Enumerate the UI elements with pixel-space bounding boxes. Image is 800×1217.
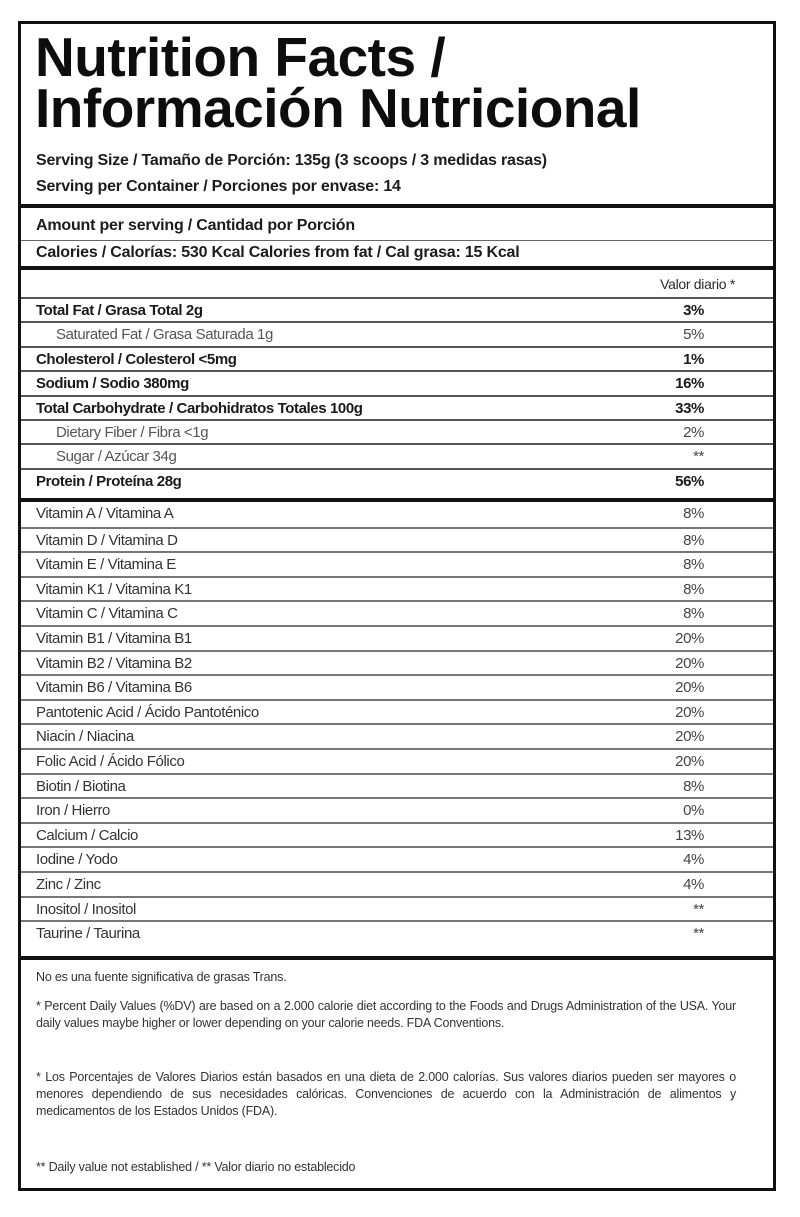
- vitamin-row: [21, 600, 773, 625]
- vitamin-daily-value: 8%: [683, 605, 704, 623]
- vitamin-daily-value: 8%: [683, 505, 704, 522]
- nutrient-daily-value: 5%: [683, 326, 704, 344]
- daily-value-header: Valor diario *: [660, 276, 735, 292]
- nutrient-daily-value: 33%: [675, 399, 704, 417]
- title-line-2: Información Nutricional: [35, 77, 641, 139]
- nutrient-daily-value: 16%: [675, 375, 704, 393]
- vitamin-row: [21, 822, 773, 847]
- divider-thick: [21, 956, 773, 960]
- vitamin-name: Vitamin B1 / Vitamina B1: [36, 630, 192, 647]
- vitamin-name: Biotin / Biotina: [36, 777, 126, 795]
- divider-thick: [21, 266, 773, 270]
- nutrition-facts-label: [18, 21, 776, 1191]
- footnote-dv-spanish: * Los Porcentajes de Valores Diarios están basados en una dieta de 2.000 calorías. Sus valores diarios pueden ser mayores o menores dependiendo de sus necesidades calóricas. Convenciones de acuerdo con la Administración de alimentos y medicamentos de los Estados Unidos (FDA).: [36, 1070, 736, 1118]
- divider-thin: [21, 240, 773, 241]
- nutrient-daily-value: 2%: [683, 424, 704, 441]
- vitamin-row: [21, 502, 773, 527]
- vitamin-row: [21, 920, 773, 945]
- nutrient-name: Sugar / Azúcar 34g: [56, 448, 177, 466]
- vitamin-name: Vitamin D / Vitamina D: [36, 531, 178, 549]
- vitamin-row: [21, 699, 773, 724]
- footnote-dv-english: * Percent Daily Values (%DV) are based on a 2.000 calorie diet according to the Foods and Drugs Administration of the USA. Your daily values maybe higher or lower depending on your calorie needs. FDA Conventions.: [36, 999, 736, 1030]
- vitamin-daily-value: **: [693, 900, 704, 918]
- vitamin-name: Zinc / Zinc: [36, 876, 101, 893]
- vitamin-name: Niacin / Niacina: [36, 728, 134, 746]
- vitamin-row: [21, 846, 773, 871]
- nutrient-row: [21, 346, 773, 370]
- nutrient-name: Dietary Fiber / Fibra <1g: [56, 424, 209, 441]
- vitamin-name: Iron / Hierro: [36, 802, 110, 820]
- nutrient-name: Cholesterol / Colesterol <5mg: [36, 350, 237, 368]
- nutrient-row: [21, 419, 773, 443]
- vitamin-row: [21, 625, 773, 650]
- vitamin-row: [21, 773, 773, 798]
- vitamin-row: [21, 871, 773, 896]
- vitamin-daily-value: 8%: [683, 777, 704, 795]
- vitamin-name: Pantotenic Acid / Ácido Pantoténico: [36, 703, 259, 721]
- vitamin-name: Vitamin A / Vitamina A: [36, 505, 174, 522]
- label-title: [35, 26, 641, 139]
- vitamin-daily-value: 8%: [683, 556, 704, 574]
- vitamin-daily-value: 8%: [683, 531, 704, 549]
- vitamin-row: [21, 527, 773, 552]
- vitamin-row: [21, 748, 773, 773]
- nutrient-name: Total Carbohydrate / Carbohidratos Totales 100g: [36, 399, 363, 417]
- nutrient-name: Saturated Fat / Grasa Saturada 1g: [56, 326, 273, 344]
- vitamin-row: [21, 896, 773, 921]
- vitamin-row: [21, 576, 773, 601]
- servings-per-container: Serving per Container / Porciones por envase: 14: [36, 178, 401, 195]
- vitamin-daily-value: 20%: [675, 728, 704, 746]
- vitamin-name: Folic Acid / Ácido Fólico: [36, 753, 185, 770]
- vitamin-row: [21, 723, 773, 748]
- nutrient-row: [21, 370, 773, 394]
- nutrient-row: [21, 395, 773, 419]
- nutrient-daily-value: 56%: [675, 472, 704, 490]
- vitamin-row: [21, 797, 773, 822]
- nutrient-row: [21, 468, 773, 492]
- vitamin-row: [21, 551, 773, 576]
- nutrient-name: Total Fat / Grasa Total 2g: [36, 302, 203, 319]
- vitamin-daily-value: 20%: [675, 654, 704, 672]
- vitamin-daily-value: 20%: [675, 630, 704, 647]
- footnote-not-established: ** Daily value not established / ** Valor diario no establecido: [36, 1160, 356, 1174]
- vitamin-daily-value: 20%: [675, 753, 704, 770]
- nutrient-daily-value: 3%: [683, 302, 704, 319]
- serving-size: Serving Size / Tamaño de Porción: 135g (3 scoops / 3 medidas rasas): [36, 152, 547, 169]
- vitamin-name: Vitamin B6 / Vitamina B6: [36, 679, 192, 697]
- title-line-1: Nutrition Facts /: [35, 26, 446, 88]
- vitamin-name: Inositol / Inositol: [36, 900, 136, 918]
- vitamin-daily-value: 4%: [683, 876, 704, 893]
- vitamin-daily-value: 8%: [683, 580, 704, 598]
- vitamin-daily-value: 20%: [675, 703, 704, 721]
- nutrient-name: Sodium / Sodio 380mg: [36, 375, 189, 393]
- vitamin-name: Vitamin E / Vitamina E: [36, 556, 176, 574]
- vitamin-row: [21, 650, 773, 675]
- nutrient-name: Protein / Proteína 28g: [36, 472, 182, 490]
- vitamin-name: Vitamin B2 / Vitamina B2: [36, 654, 192, 672]
- vitamin-name: Taurine / Taurina: [36, 925, 140, 943]
- amount-per-serving: Amount per serving / Cantidad por Porción: [36, 217, 355, 234]
- vitamin-name: Calcium / Calcio: [36, 826, 138, 844]
- footnote-trans-fat: No es una fuente significativa de grasas Trans.: [36, 970, 287, 984]
- nutrient-row: [21, 443, 773, 467]
- vitamin-daily-value: 20%: [675, 679, 704, 697]
- nutrient-daily-value: 1%: [683, 350, 704, 368]
- vitamin-daily-value: 13%: [675, 826, 704, 844]
- vitamin-daily-value: 0%: [683, 802, 704, 820]
- nutrient-daily-value: **: [693, 448, 704, 466]
- vitamin-row: [21, 674, 773, 699]
- vitamin-name: Iodine / Yodo: [36, 851, 118, 869]
- vitamin-daily-value: **: [693, 925, 704, 943]
- calories-line: Calories / Calorías: 530 Kcal Calories from fat / Cal grasa: 15 Kcal: [36, 244, 520, 261]
- vitamin-name: Vitamin K1 / Vitamina K1: [36, 580, 192, 598]
- nutrient-row: [21, 321, 773, 345]
- divider-thick: [21, 204, 773, 208]
- vitamin-name: Vitamin C / Vitamina C: [36, 605, 178, 623]
- nutrient-row: [21, 297, 773, 321]
- vitamin-daily-value: 4%: [683, 851, 704, 869]
